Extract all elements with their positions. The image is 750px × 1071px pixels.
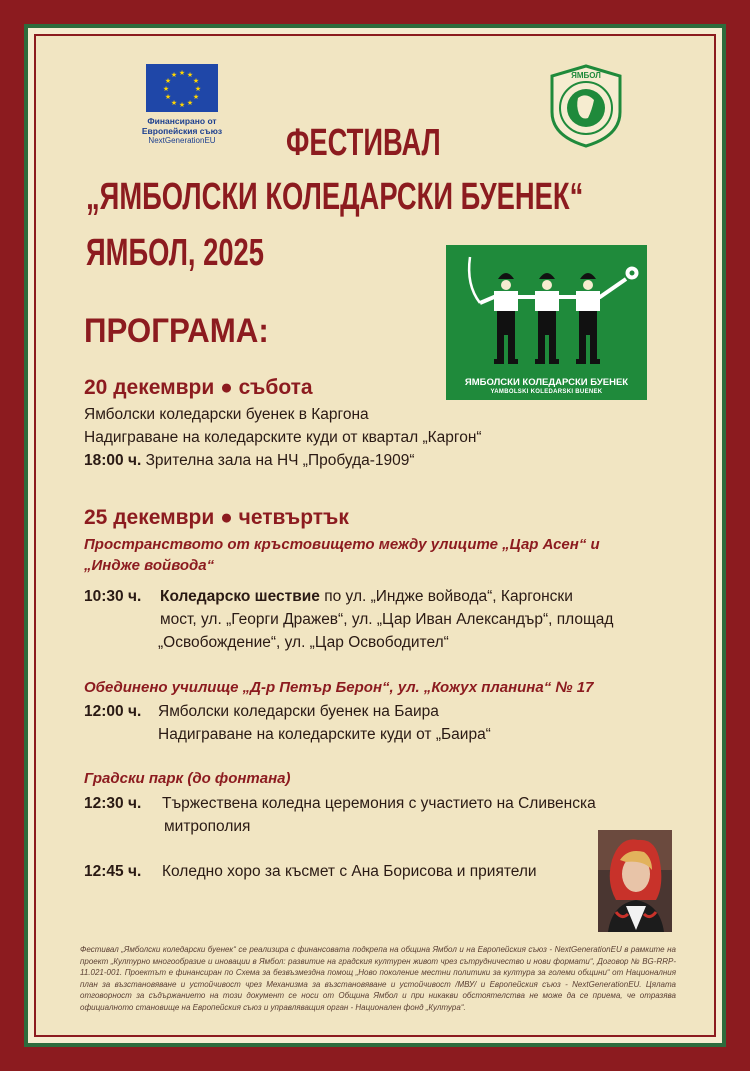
event4-line1: Коледно хоро за късмет с Ана Борисова и приятели [162, 863, 537, 880]
day2-location1-line2: „Индже войвода“ [84, 557, 215, 574]
performer-photo [598, 830, 672, 932]
day2-date: 25 декември ● четвъртък [84, 506, 349, 529]
svg-text:★: ★ [192, 93, 200, 101]
day1-time-row [84, 452, 415, 470]
event2-line1: Ямболски коледарски буенек на Баира [158, 703, 439, 720]
event3-line2: митрополия [164, 818, 251, 835]
festival-logo-subtitle: YAMBOLSKI KOLEDARSKI BUENEK [490, 389, 603, 395]
event2-time: 12:00 ч. [84, 703, 142, 720]
event2-line2: Надиграване на коледарските куди от „Баира“ [158, 726, 491, 743]
festival-name: „ЯМБОЛСКИ КОЛЕДАРСКИ БУЕНЕК“ [86, 176, 584, 218]
svg-text:★: ★ [178, 69, 186, 77]
svg-text:★: ★ [178, 101, 186, 109]
city-year: ЯМБОЛ, 2025 [86, 232, 264, 274]
day1-place: Зрителна зала на НЧ „Пробуда-1909“ [141, 452, 415, 469]
svg-text:★: ★ [170, 99, 178, 107]
festival-logo [446, 245, 647, 400]
eu-caption-line2: Европейския съюз [141, 126, 223, 136]
event1-line3: „Освобождение“, ул. „Цар Освободител“ [158, 634, 449, 651]
event1-row1 [160, 588, 573, 606]
svg-text:★: ★ [186, 71, 194, 79]
yambol-crest-icon [548, 64, 624, 148]
day1-date: 20 декември ● събота [84, 376, 313, 399]
dancers-icon [446, 245, 647, 375]
day1-line2: Надиграване на коледарските куди от квартал „Каргон“ [84, 429, 482, 446]
event1-line2: мост, ул. „Георги Дражев“, ул. „Цар Иван Александър“, площад [160, 611, 614, 628]
svg-text:★: ★ [164, 93, 172, 101]
program-heading: ПРОГРАМА: [84, 312, 269, 350]
eu-flag-icon [146, 64, 218, 112]
svg-text:★: ★ [194, 85, 202, 93]
svg-text:★: ★ [192, 77, 200, 85]
festival-heading: ФЕСТИВАЛ [286, 122, 441, 164]
event4-time: 12:45 ч. [84, 863, 142, 880]
svg-text:★: ★ [170, 71, 178, 79]
day2-location3: Градски парк (до фонтана) [84, 770, 291, 787]
funding-disclaimer: Фестивал „Ямболски коледарски буенек“ се реализира с финансовата подкрепа на община Ямбол и на Европейския съюз - NextGenerationEU в рамките на проект „Културно многообразие и иновации в Ямбол: развитие на градския културен живот чрез сътрудничество и нови формати“, Договор № BG-RRP-11.021-001. Проектът е финансиран по Схема за безвъзмездна помощ „Ново поколение местни политики за култура за големи общини“ от Националния план за възстановяване и устойчивост чрез Механизма за възстановяване и устойчивост /МВУ/ и Европейския съюз - NextGenerationEU. Цялата отговорност за съдържанието на този документ се носи от Община Ямбол и при никакви обстоятелства не може да се приема, че отразява официалното становище на Европейския съюз и управляващия орган - Национален фонд „Култура“. [80, 945, 676, 1012]
event3-line1: Тържествена коледна церемония с участието на Сливенска [162, 795, 596, 812]
eu-funding-caption [124, 116, 240, 146]
event1-line1: по ул. „Индже войвода“, Каргонски [319, 588, 573, 605]
day2-location2: Обединено училище „Д-р Петър Берон“, ул. „Кожух планина“ № 17 [84, 679, 594, 696]
svg-text:★: ★ [164, 77, 172, 85]
eu-caption-line3: NextGenerationEU [148, 136, 216, 145]
crest-top-text: ЯМБОЛ [571, 71, 601, 80]
festival-logo-title: ЯМБОЛСКИ КОЛЕДАРСКИ БУЕНЕК [464, 377, 629, 388]
event3-time: 12:30 ч. [84, 795, 142, 812]
event1-time: 10:30 ч. [84, 588, 142, 605]
day1-line1: Ямболски коледарски буенек в Каргона [84, 406, 369, 423]
eu-caption-line1: Финансирано от [147, 116, 217, 126]
day1-time: 18:00 ч. [84, 452, 142, 469]
event1-title: Коледарско шествие [160, 588, 320, 605]
svg-text:★: ★ [162, 85, 170, 93]
svg-text:★: ★ [186, 99, 194, 107]
day2-location1-line1: Пространството от кръстовището между улиците „Цар Асен“ и [84, 536, 600, 553]
